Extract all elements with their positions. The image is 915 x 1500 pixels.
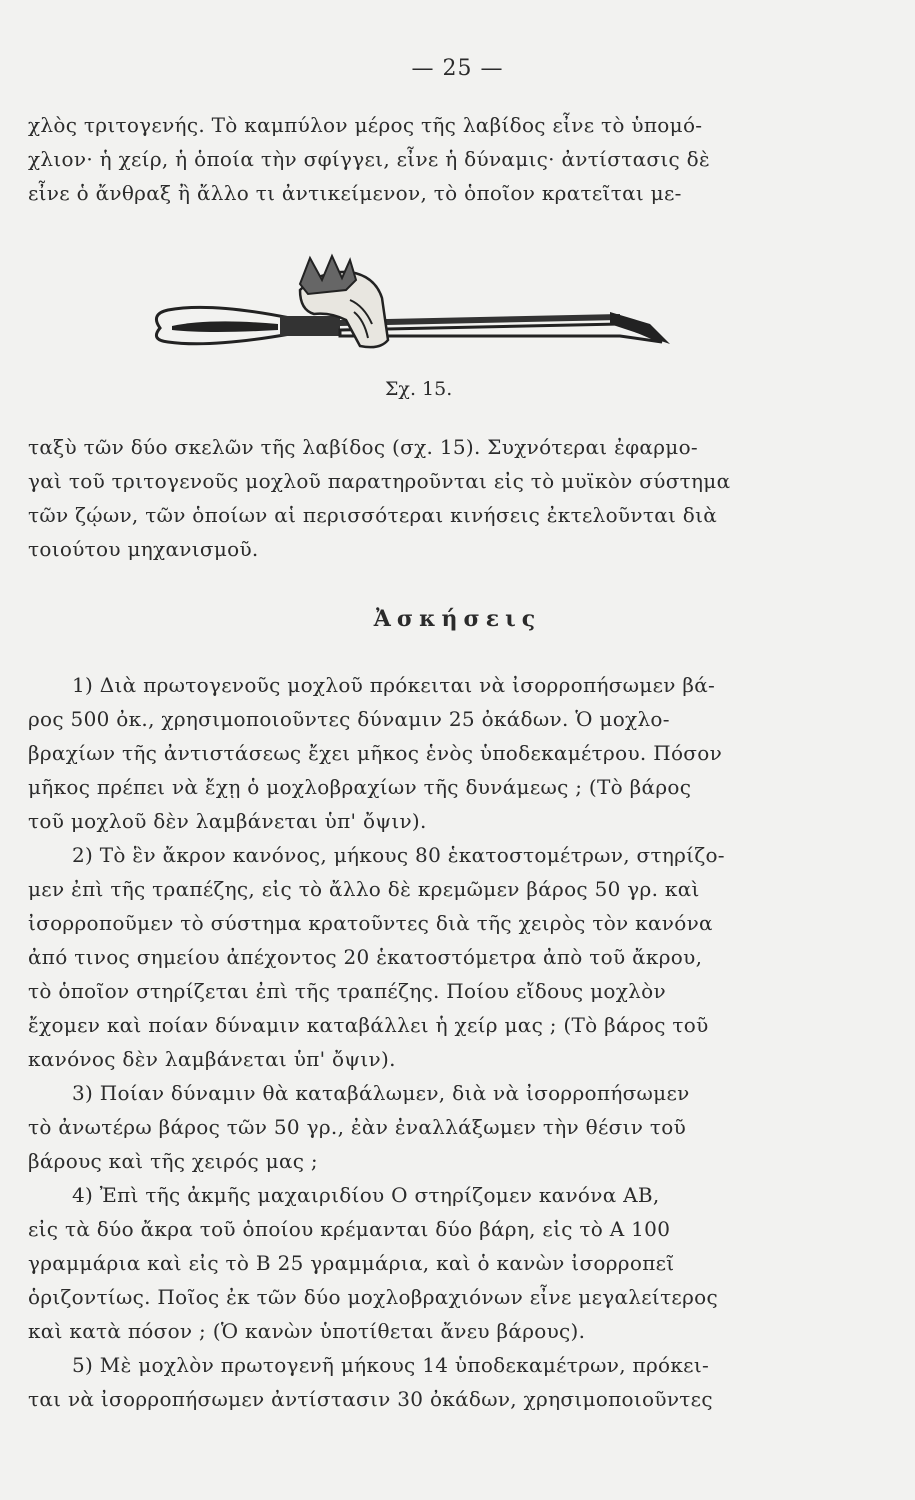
tongs-joint [280,316,340,336]
hand-cuff [300,256,356,294]
text-line: ταξὺ τῶν δύο σκελῶν τῆς λαβίδος (σχ. 15). Συχνότεραι ἐφαρμο- [28,435,698,459]
text-line: χλὸς τριτογενής. Τὸ καμπύλον μέρος τῆς λαβίδος εἶνε τὸ ὑπομό- [28,113,703,137]
exercise-line: ρος 500 ὀκ., χρησιμοποιοῦντες δύναμιν 25 ὀκάδων. Ὁ μοχλο- [28,707,670,731]
exercise-line: 2) Τὸ ἓν ἄκρον κανόνος, μήκους 80 ἑκατοστομέτρων, στηρίζο- [72,843,725,867]
paragraph-2 [28,430,788,566]
text-line: γαὶ τοῦ τριτογενοῦς μοχλοῦ παρατηροῦνται εἰς τὸ μυϊκὸν σύστημα [28,469,731,493]
exercise-line: μεν ἐπὶ τῆς τραπέζης, εἰς τὸ ἄλλο δὲ κρεμῶμεν βάρος 50 γρ. καὶ [28,877,700,901]
exercise-line: ἰσορροποῦμεν τὸ σύστημα κρατοῦντες διὰ τῆς χειρὸς τὸν κανόνα [28,911,713,935]
exercise-line: τοῦ μοχλοῦ δὲν λαμβάνεται ὑπ' ὄψιν). [28,809,427,833]
exercise-line: ἀπό τινος σημείου ἀπέχοντος 20 ἑκατοστόμετρα ἀπὸ τοῦ ἄκρου, [28,945,703,969]
exercise-line: 3) Ποίαν δύναμιν θὰ καταβάλωμεν, διὰ νὰ ἰσορροπήσωμεν [72,1081,690,1105]
tongs-loop-inner [172,321,278,332]
text-line: χλιον· ἡ χείρ, ἡ ὁποία τὴν σφίγγει, εἶνε ἡ δύναμις· ἀντίστασις δὲ [28,147,710,171]
exercise-line: εἰς τὰ δύο ἄκρα τοῦ ὁποίου κρέμανται δύο βάρη, εἰς τὸ Α 100 [28,1217,671,1241]
page-number: — 25 — [411,56,504,81]
exercise-line: 1) Διὰ πρωτογενοῦς μοχλοῦ πρόκειται νὰ ἰσορροπήσωμεν βά- [72,673,716,697]
paragraph-1 [28,108,788,210]
exercise-line: βάρους καὶ τῆς χειρός μας ; [28,1149,318,1173]
exercise-line: ται νὰ ἰσορροπήσωμεν ἀντίστασιν 30 ὀκάδων, χρησιμοποιοῦντες [28,1387,713,1411]
exercise-line: τὸ ὁποῖον στηρίζεται ἐπὶ τῆς τραπέζης. Ποίου εἴδους μοχλὸν [28,979,666,1003]
exercise-line: ἔχομεν καὶ ποίαν δύναμιν καταβάλλει ἡ χείρ μας ; (Τὸ βάρος τοῦ [28,1013,709,1037]
exercises-list [28,668,788,1416]
exercise-line: βραχίων τῆς ἀντιστάσεως ἔχει μῆκος ἑνὸς ὑποδεκαμέτρου. Πόσον [28,741,723,765]
exercise-line: κανόνος δὲν λαμβάνεται ὑπ' ὄψιν). [28,1047,396,1071]
text-line: τοιούτου μηχανισμοῦ. [28,537,259,561]
tongs-illustration [150,250,680,370]
exercise-line: 4) Ἐπὶ τῆς ἀκμῆς μαχαιριδίου Ο στηρίζομεν κανόνα ΑΒ, [72,1183,660,1207]
exercise-line: γραμμάρια καὶ εἰς τὸ Β 25 γραμμάρια, καὶ ὁ κανὼν ἰσορροπεῖ [28,1251,675,1275]
text-line: τῶν ζῴων, τῶν ὁποίων αἱ περισσότεραι κινήσεις ἐκτελοῦνται διὰ [28,503,718,527]
figure-caption: Σχ. 15. [385,378,453,400]
exercise-line: καὶ κατὰ πόσον ; (Ὁ κανὼν ὑποτίθεται ἄνευ βάρους). [28,1319,586,1343]
text-line: εἶνε ὁ ἄνθραξ ἢ ἄλλο τι ἀντικείμενον, τὸ ὁποῖον κρατεῖται με- [28,181,682,205]
exercise-line: ὁριζοντίως. Ποῖος ἐκ τῶν δύο μοχλοβραχιόνων εἶνε μεγαλείτερος [28,1285,718,1309]
exercise-line: τὸ ἀνωτέρω βάρος τῶν 50 γρ., ἐὰν ἐναλλάξωμεν τὴν θέσιν τοῦ [28,1115,687,1139]
exercise-line: μῆκος πρέπει νὰ ἔχῃ ὁ μοχλοβραχίων τῆς δυνάμεως ; (Τὸ βάρος [28,775,692,799]
exercise-line: 5) Μὲ μοχλὸν πρωτογενῆ μήκους 14 ὑποδεκαμέτρων, πρόκει- [72,1353,710,1377]
section-heading: Ἀσκήσεις [373,606,542,632]
